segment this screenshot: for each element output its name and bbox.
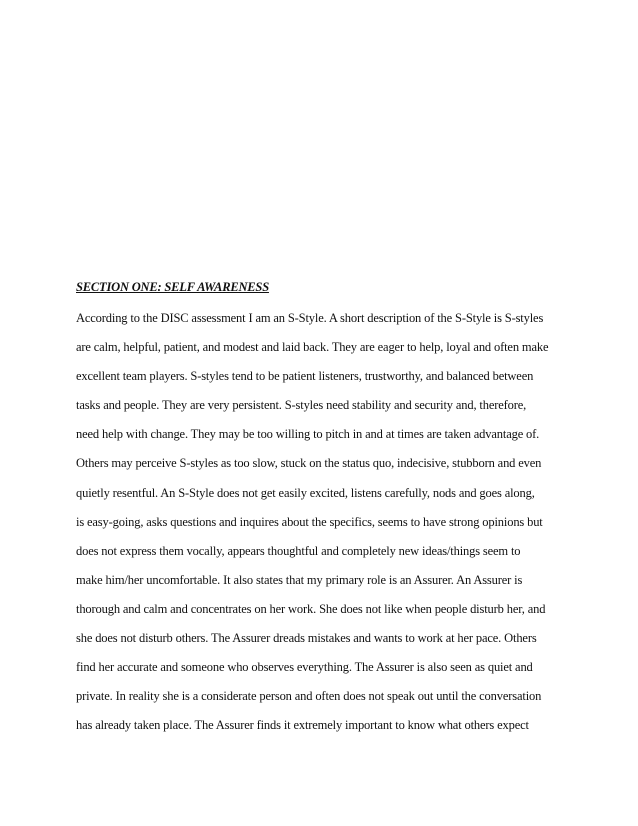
text-line: find her accurate and someone who observes everything. The Assurer is also seen as quiet and — [76, 660, 533, 675]
text-line: tasks and people. They are very persistent. S-styles need stability and security and, therefore, — [76, 398, 527, 413]
text-line: does not express them vocally, appears thoughtful and completely new ideas/things seem to — [76, 543, 521, 558]
text-line: make him/her uncomfortable. It also states that my primary role is an Assurer. An Assurer is — [76, 572, 523, 587]
text-line: Others may perceive S-styles as too slow, stuck on the status quo, indecisive, stubborn and even — [76, 456, 542, 471]
section-heading: SECTION ONE: SELF AWARENESS — [76, 280, 269, 294]
text-line: thorough and calm and concentrates on her work. She does not like when people disturb her, and — [76, 601, 546, 616]
text-line: she does not disturb others. The Assurer dreads mistakes and wants to work at her pace. Others — [76, 631, 537, 646]
text-line: need help with change. They may be too willing to pitch in and at times are taken advantage of. — [76, 427, 540, 442]
body-text — [76, 304, 576, 740]
text-line: excellent team players. S-styles tend to be patient listeners, trustworthy, and balanced between — [76, 369, 534, 384]
text-line: are calm, helpful, patient, and modest and laid back. They are eager to help, loyal and often make — [76, 340, 549, 355]
text-line: has already taken place. The Assurer finds it extremely important to know what others expect — [76, 718, 529, 733]
text-line: private. In reality she is a considerate person and often does not speak out until the conversation — [76, 689, 542, 704]
text-line: According to the DISC assessment I am an S-Style. A short description of the S-Style is S-styles — [76, 311, 544, 325]
text-line: quietly resentful. An S-Style does not get easily excited, listens carefully, nods and goes along, — [76, 485, 535, 500]
text-line: is easy-going, asks questions and inquires about the specifics, seems to have strong opinions but — [76, 514, 543, 529]
